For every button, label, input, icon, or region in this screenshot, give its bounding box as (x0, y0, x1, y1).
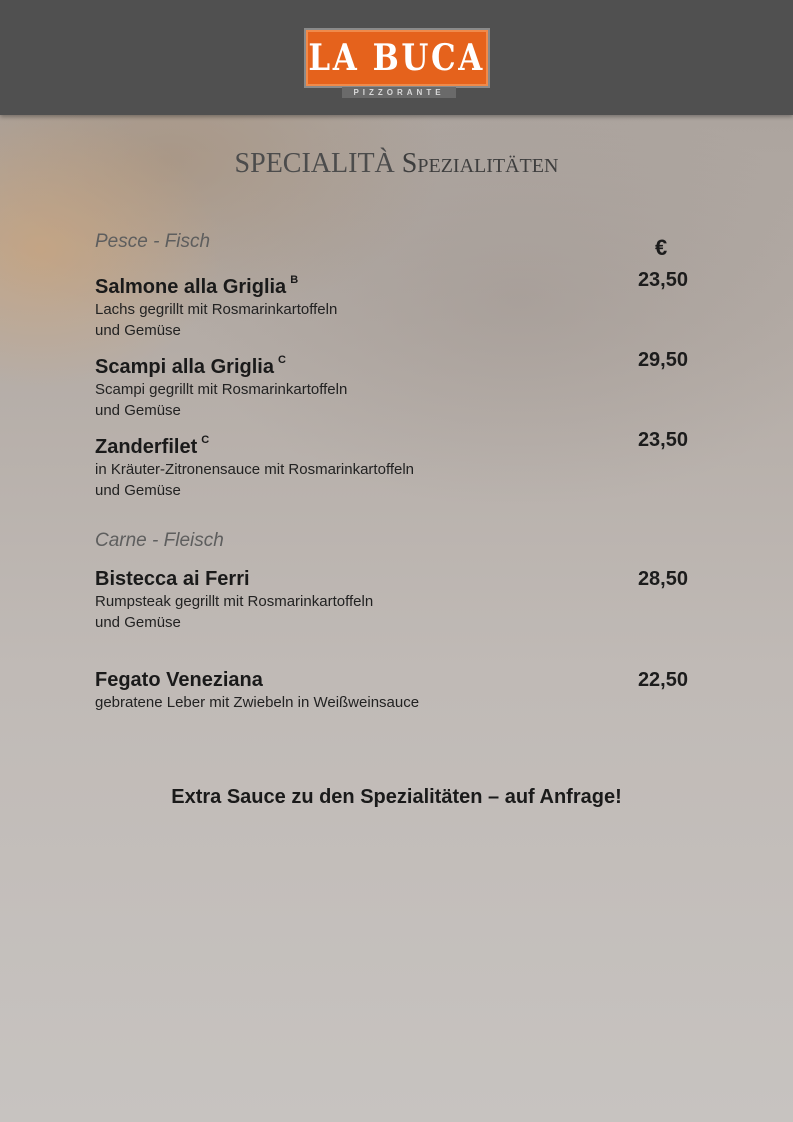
item-price: 29,50 (637, 349, 688, 371)
item-description: Scampi gegrillt mit Rosmarinkartoffeln und Gemüse (95, 381, 348, 419)
logo-box (304, 28, 490, 88)
item-name: Fegato Veneziana (95, 669, 263, 691)
menu-item-zanderfilet (95, 428, 693, 501)
item-description: Rumpsteak gegrillt mit Rosmarinkartoffeln und Gemüse (95, 593, 374, 631)
header-bar (0, 0, 793, 115)
logo (304, 28, 490, 97)
item-name: Zanderfilet $^C$ (95, 434, 210, 458)
section-label-fish: Pesce - Fisch (95, 231, 211, 252)
item-price: 22,50 (637, 669, 688, 691)
item-name: Scampi alla Griglia $^C$ (95, 354, 286, 378)
item-price: 23,50 (637, 429, 688, 451)
allergen-code: B (290, 274, 299, 286)
item-description: Lachs gegrillt mit Rosmarinkartoffeln und Gemüse (95, 301, 338, 339)
section-label-meat: Carne - Fleisch (95, 530, 224, 551)
allergen-code: C (277, 354, 286, 366)
item-price: 23,50 (637, 269, 688, 291)
logo-name: LA BUCA (308, 37, 486, 79)
page-title (0, 148, 793, 180)
item-name: Salmone alla Griglia $^B$ (95, 274, 299, 298)
title-german: Spezialitäten (401, 148, 559, 179)
item-name: Bistecca ai Ferri (95, 568, 250, 590)
allergen-code: C (201, 434, 210, 446)
menu-item-scampi (95, 348, 693, 421)
footer-note: Extra Sauce zu den Spezialitäten – auf Anfrage! (171, 786, 622, 808)
item-description: in Kräuter-Zitronensauce mit Rosmarinkartoffeln und Gemüse (95, 461, 415, 499)
logo-subtitle: PIZZORANTE (342, 87, 456, 98)
menu-item-salmone (95, 268, 693, 341)
menu-item-fegato (95, 668, 693, 713)
menu-item-bistecca (95, 567, 693, 633)
item-description: gebratene Leber mit Zwiebeln in Weißweinsauce (95, 694, 420, 711)
title-italian: SPECIALITÀ (234, 148, 395, 179)
item-price: 28,50 (637, 568, 688, 590)
currency-symbol: € (655, 235, 668, 260)
